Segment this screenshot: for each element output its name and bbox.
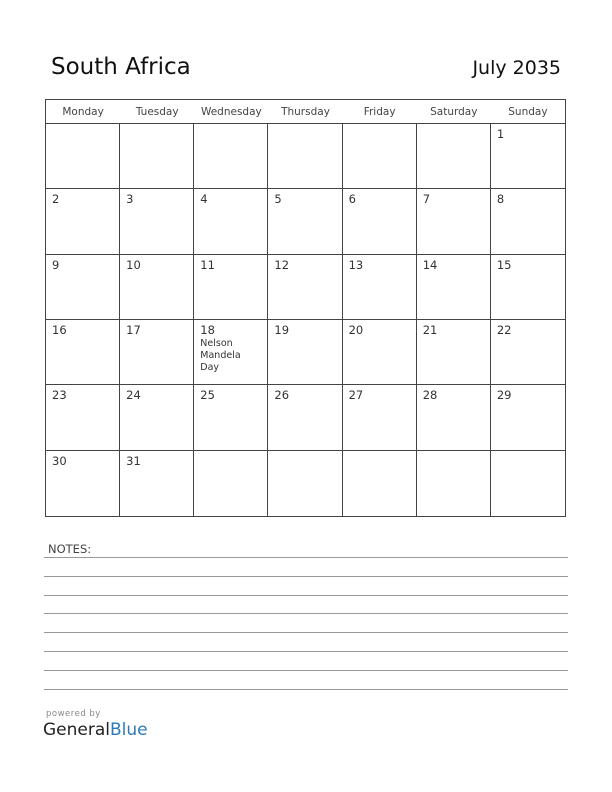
notes-label: NOTES:	[48, 542, 92, 556]
day-number: 2	[52, 192, 60, 207]
weekday-thursday: Thursday	[281, 106, 330, 118]
day-number: 24	[126, 388, 141, 403]
day-cell	[194, 255, 268, 320]
day-cell	[343, 189, 417, 254]
weekday-sunday: Sunday	[508, 106, 548, 118]
day-cell	[491, 320, 565, 385]
day-cell	[194, 451, 268, 516]
day-number: 20	[348, 323, 364, 337]
day-number: 11	[200, 257, 215, 272]
day-number: 23	[52, 388, 67, 403]
day-number: 4	[200, 192, 208, 207]
day-number: 31	[126, 453, 141, 468]
note-line	[44, 613, 568, 614]
day-cell	[343, 255, 417, 320]
note-line	[44, 689, 568, 690]
day-number: 9	[52, 257, 60, 272]
day-number: 15	[496, 257, 512, 272]
day-cell	[120, 385, 194, 450]
day-number: 5	[274, 192, 282, 207]
day-number: 12	[274, 257, 290, 272]
day-cell	[417, 189, 491, 254]
day-cell	[46, 189, 120, 254]
day-cell	[491, 124, 565, 189]
powered-by-text: powered by	[46, 709, 101, 719]
day-number: 1	[496, 127, 505, 141]
calendar-grid	[45, 99, 566, 517]
day-grid	[46, 124, 565, 516]
day-cell	[194, 385, 268, 450]
brand-blue: Blue	[110, 720, 148, 740]
weekday-wednesday: Wednesday	[200, 106, 262, 118]
day-cell	[46, 385, 120, 450]
day-number: 7	[422, 192, 431, 207]
day-cell	[417, 255, 491, 320]
day-cell	[120, 189, 194, 254]
brand-general: General	[43, 720, 110, 740]
day-cell	[417, 124, 491, 189]
day-cell	[343, 124, 417, 189]
note-line	[44, 595, 568, 596]
day-number: 10	[126, 257, 141, 272]
day-cell	[120, 124, 194, 189]
day-cell	[343, 451, 417, 516]
note-line	[44, 632, 568, 633]
day-cell	[417, 451, 491, 516]
day-cell	[194, 189, 268, 254]
day-cell	[268, 189, 342, 254]
note-line	[44, 576, 568, 577]
day-cell	[491, 451, 565, 516]
day-cell	[46, 320, 120, 385]
month-year-title: July 2035	[472, 57, 561, 79]
day-cell	[46, 451, 120, 516]
day-number: 3	[126, 192, 134, 207]
note-line	[44, 557, 568, 558]
day-cell	[491, 385, 565, 450]
day-cell	[417, 320, 491, 385]
day-cell	[46, 124, 120, 189]
day-cell	[268, 124, 342, 189]
day-cell	[417, 385, 491, 450]
day-number: 22	[496, 323, 512, 337]
day-number: 27	[348, 388, 364, 403]
weekday-friday: Friday	[363, 106, 396, 118]
weekday-tuesday: Tuesday	[135, 106, 179, 118]
day-cell	[120, 255, 194, 320]
day-number: 18	[200, 323, 215, 337]
day-cell	[120, 320, 194, 385]
day-number: 17	[126, 323, 141, 337]
day-number: 13	[348, 257, 364, 272]
day-number: 8	[496, 192, 505, 207]
day-number: 19	[274, 323, 290, 337]
country-title: South Africa	[51, 54, 191, 80]
generalblue-logo	[43, 720, 148, 740]
weekday-saturday: Saturday	[430, 106, 478, 118]
day-number: 16	[52, 323, 67, 337]
day-cell	[343, 320, 417, 385]
day-number: 28	[422, 388, 438, 403]
day-cell	[491, 255, 565, 320]
day-cell	[194, 320, 268, 385]
day-number: 30	[52, 453, 67, 468]
day-cell	[120, 451, 194, 516]
day-number: 21	[422, 323, 438, 337]
day-cell	[268, 255, 342, 320]
day-cell	[343, 385, 417, 450]
day-number: 29	[496, 388, 512, 403]
day-cell	[268, 385, 342, 450]
day-cell	[46, 255, 120, 320]
note-line	[44, 670, 568, 671]
weekday-monday: Monday	[62, 106, 104, 118]
day-number: 6	[348, 192, 356, 207]
day-number: 14	[422, 257, 438, 272]
day-cell	[194, 124, 268, 189]
holiday-label: Nelson Mandela Day	[200, 338, 241, 373]
day-number: 25	[200, 388, 215, 403]
day-number: 26	[274, 388, 290, 403]
day-cell	[268, 451, 342, 516]
weekday-header	[46, 100, 565, 124]
note-line	[44, 651, 568, 652]
day-cell	[268, 320, 342, 385]
day-cell	[491, 189, 565, 254]
